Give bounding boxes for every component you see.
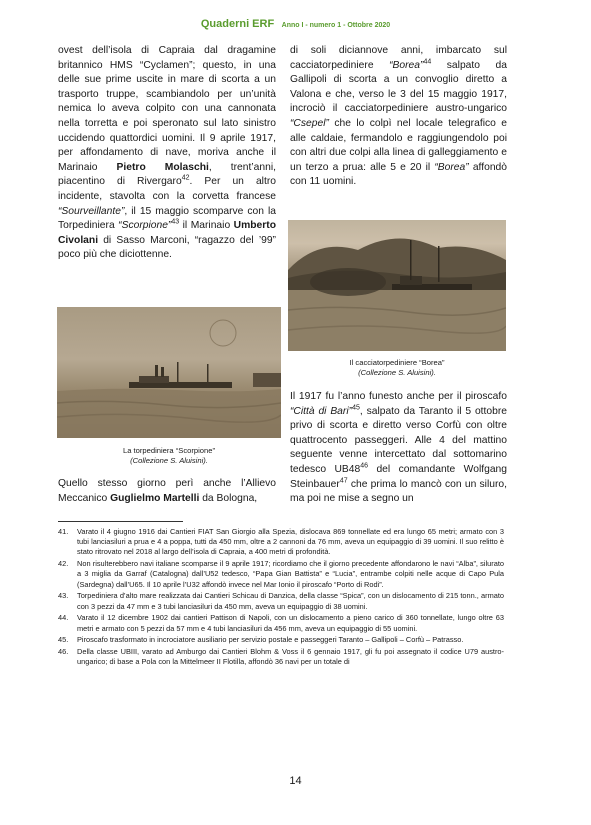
person-name: Guglielmo Martelli <box>110 492 200 504</box>
footnote-42: 42. Non risulterebbero navi italiane scomparse il 9 aprile 1917; ricordiamo che il giorno precedente affondarono le navi “Alba”, silurato a 3 miglia da Garraf (Catalogna) dall’U52 tedesco, “Papa Gian Battista” e “Lucia”, entrambe colpiti nelle acque di Capo Pula (Sardegna) dall’U65. Il 10 aprile l’U32 affondò invece nel Mar Ionio il piroscafo “Porto di Rodi”. <box>58 559 504 589</box>
footnote-ref[interactable]: 47 <box>339 477 348 485</box>
caption-credit: (Collezione S. Aluisini). <box>130 456 208 465</box>
caption-credit: (Collezione S. Aluisini). <box>358 368 436 377</box>
ship-name: “Borea” <box>389 59 424 71</box>
right-column-bottom <box>290 390 507 507</box>
ship-name: “Scorpione” <box>118 220 172 232</box>
right-paragraph-2: Il 1917 fu l’anno funesto anche per il piroscafo “Città di Bari”$^{45}$, salpato da Taranto il 5 ottobre privo di scorta e diretto verso Corfù con oltre quattrocento passeggeri. Alle 4 del mattino seguente venne intercettato dal sottomarino tedesco $UB48^{46}$ del comandante Wolfgang Steinbauer$^{47}$ che prima lo mancò con un siluro, ma poi ne mise a segno un <box>290 391 508 505</box>
photo-caption-borea <box>288 358 506 378</box>
footnote-46: 46. Della classe UBIII, varato ad Amburgo dai Cantieri Blohm & Voss il 6 gennaio 1917, gli fu poi assegnato il codice U79 austro-ungarico; di base a Pola con la Mittelmeer II Flotilla, affondò 36 navi per un totale di <box>58 647 504 667</box>
footnote-ref[interactable]: 43 <box>171 218 180 226</box>
footnote-ref[interactable]: 46 <box>360 462 369 470</box>
issue-info: Anno I - numero 1 - Ottobre 2020 <box>281 22 391 29</box>
left-paragraph-2: Quello stesso giorno perì anche l’Allievo Meccanico Guglielmo Martelli da Bologna, <box>58 478 276 504</box>
photo-torpedo-boat-scorpione <box>57 307 281 438</box>
left-column-bottom <box>58 477 276 506</box>
photo-scorpione-image <box>57 307 281 438</box>
photo-destroyer-borea <box>288 220 506 351</box>
person-name: Umberto Civolani <box>58 220 276 246</box>
footnote-ref[interactable]: 42 <box>181 174 190 182</box>
footnote-separator <box>58 521 183 522</box>
right-column <box>290 44 507 190</box>
footnote-41: 41. Varato il 4 giugno 1916 dai Cantieri FIAT San Giorgio alla Spezia, dislocava 869 tonnellate ed era lungo 65 metri; armato con 3 tubi lanciasiluri a prua e 4 a poppa, tutti da 450 mm, oltre a 2 cannoni da 76 mm, aveva un equipaggio di 39 uomini. Il suo relitto è stato ritrovato nel 2018 al largo dell’isola di Capraia, a 400 metri di profondità. <box>58 527 504 557</box>
page-number: 14 <box>289 775 302 787</box>
photo-caption-scorpione <box>57 446 281 466</box>
footnote-ref[interactable]: 45 <box>352 404 360 412</box>
caption-title: La torpediniera “Scorpione” <box>122 446 216 455</box>
person-name: Pietro Molaschi <box>116 161 209 173</box>
left-column <box>58 44 276 263</box>
footnote-44: 44. Varato il 12 dicembre 1902 dai cantieri Pattison di Napoli, con un dislocamento a pieno carico di 360 tonnellate, lungo oltre 63 metri e armato con 5 pezzi da 57 mm e 4 tubi lanciasiluri da 456 mm, aveva un equipaggio di 55 uomini. <box>58 613 504 633</box>
right-paragraph-1: di soli diciannove anni, imbarcato sul cacciatorpediniere “Borea”$^{44}$ salpato da Gallipoli di scorta a un convoglio diretto a Valona e che, verso le 3 del 15 maggio 1917, incrociò il cacciatorpediniere austro-ungarico “Csepel” che lo colpì nel locale telegrafico e alle caldaie, fermandolo e raggiungendolo poi con altri due colpi alla linea di galleggiamento e un terzo a prua: alle 5 e 20 il “Borea” affondò con 11 uomini. <box>290 45 507 188</box>
footnote-ref[interactable]: 44 <box>423 58 432 66</box>
caption-title: Il cacciatorpediniere “Borea” <box>349 358 445 367</box>
left-paragraph-1: ovest dell’isola di Capraia dal dragamine britannico HMS “Cyclamen”; questo, in una delle sue prime uscite in mare di scorta a un trasporto truppe, scambiandolo per un’unità nemica lo aveva colpito con una cannonata nella torretta e poi speronato sul lato sinistro uccidendo quattordici uomini. Il 9 aprile 1917, per affondamento di nave, moriva anche il Marinaio Pietro Molaschi, trent’anni, piacentino di Rivergaro$^{42}$. Per un altro incidente, stavolta con la corvetta francese “Sourveillante”, il 15 maggio scomparve con la Torpediniera “Scorpione”$^{43}$ il Marinaio Umberto Civolani di Sasso Marconi, “ragazzo del ’99” poco più che diciottenne. <box>58 45 276 261</box>
footnotes <box>58 527 504 669</box>
ship-name: “Borea” <box>434 161 469 173</box>
journal-title: Quaderni ERF <box>200 18 275 30</box>
photo-borea-image <box>288 220 506 351</box>
footnote-45: 45. Piroscafo trasformato in incrociatore ausiliario per servizio postale e passeggeri Taranto – Gallipoli – Corfù – Patrasso. <box>58 635 464 645</box>
footnote-43: 43. Torpediniera d’alto mare realizzata dai Cantieri Schicau di Danzica, della classe “Spica”, con un dislocamento di 215 tonn., armato con 3 pezzi da 47 mm e 3 tubi lanciasiluri da 450 mm, aveva un equipaggio di 38 uomini. <box>58 591 504 611</box>
ship-name: “Csepel” <box>290 117 329 129</box>
ship-name: “Città di Bari” <box>290 405 353 417</box>
page-header <box>0 14 591 32</box>
ship-name: “Sourveillante” <box>58 205 125 217</box>
